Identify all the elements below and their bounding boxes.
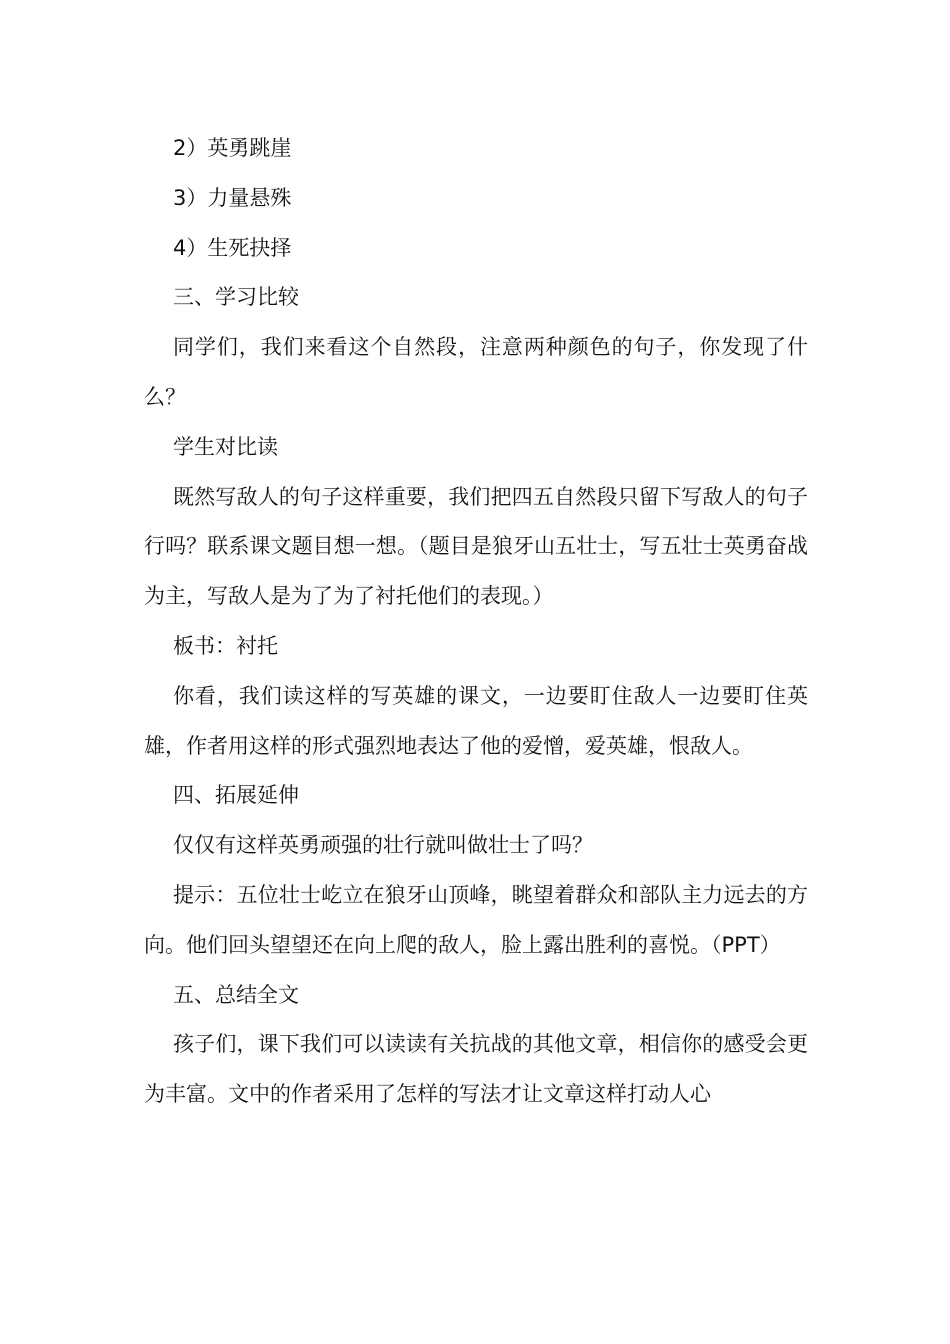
- list-item-2: 2）英勇跳崖: [173, 136, 292, 160]
- paragraph: 孩子们，课下我们可以读读有关抗战的其他文章，相信你的感受会更为丰富。文中的作者采用了怎样的写法才让文章这样打动人心: [144, 1032, 808, 1107]
- section-heading-3: 三、学习比较: [173, 285, 299, 310]
- list-item-4: 4）生死抉择: [173, 235, 292, 260]
- document-body: [144, 124, 808, 1120]
- list-item-3: 3）力量悬殊: [173, 185, 292, 210]
- paragraph: 同学们，我们来看这个自然段，注意两种颜色的句子，你发现了什么？: [144, 335, 808, 409]
- section-heading-4: 四、拓展延伸: [173, 783, 299, 808]
- paragraph: 仅仅有这样英勇顽强的壮行就叫做壮士了吗？: [173, 833, 593, 858]
- paragraph: 你看，我们读这样的写英雄的课文，一边要盯住敌人一边要盯住英雄，作者用这样的形式强烈地表达了他的爱憎，爱英雄，恨敌人。: [144, 683, 808, 758]
- section-heading-5: 五、总结全文: [173, 982, 299, 1007]
- paragraph: 板书：衬托: [173, 633, 278, 658]
- paragraph: 既然写敌人的句子这样重要，我们把四五自然段只留下写敌人的句子行吗？联系课文题目想一想。（题目是狼牙山五壮士，写五壮士英勇奋战为主，写敌人是为了为了衬托他们的表现。）: [144, 484, 808, 609]
- paragraph: 学生对比读: [173, 434, 278, 459]
- paragraph: 提示：五位壮士屹立在狼牙山顶峰，眺望着群众和部队主力远去的方向。他们回头望望还在向上爬的敌人，脸上露出胜利的喜悦。（PPT）: [144, 882, 808, 957]
